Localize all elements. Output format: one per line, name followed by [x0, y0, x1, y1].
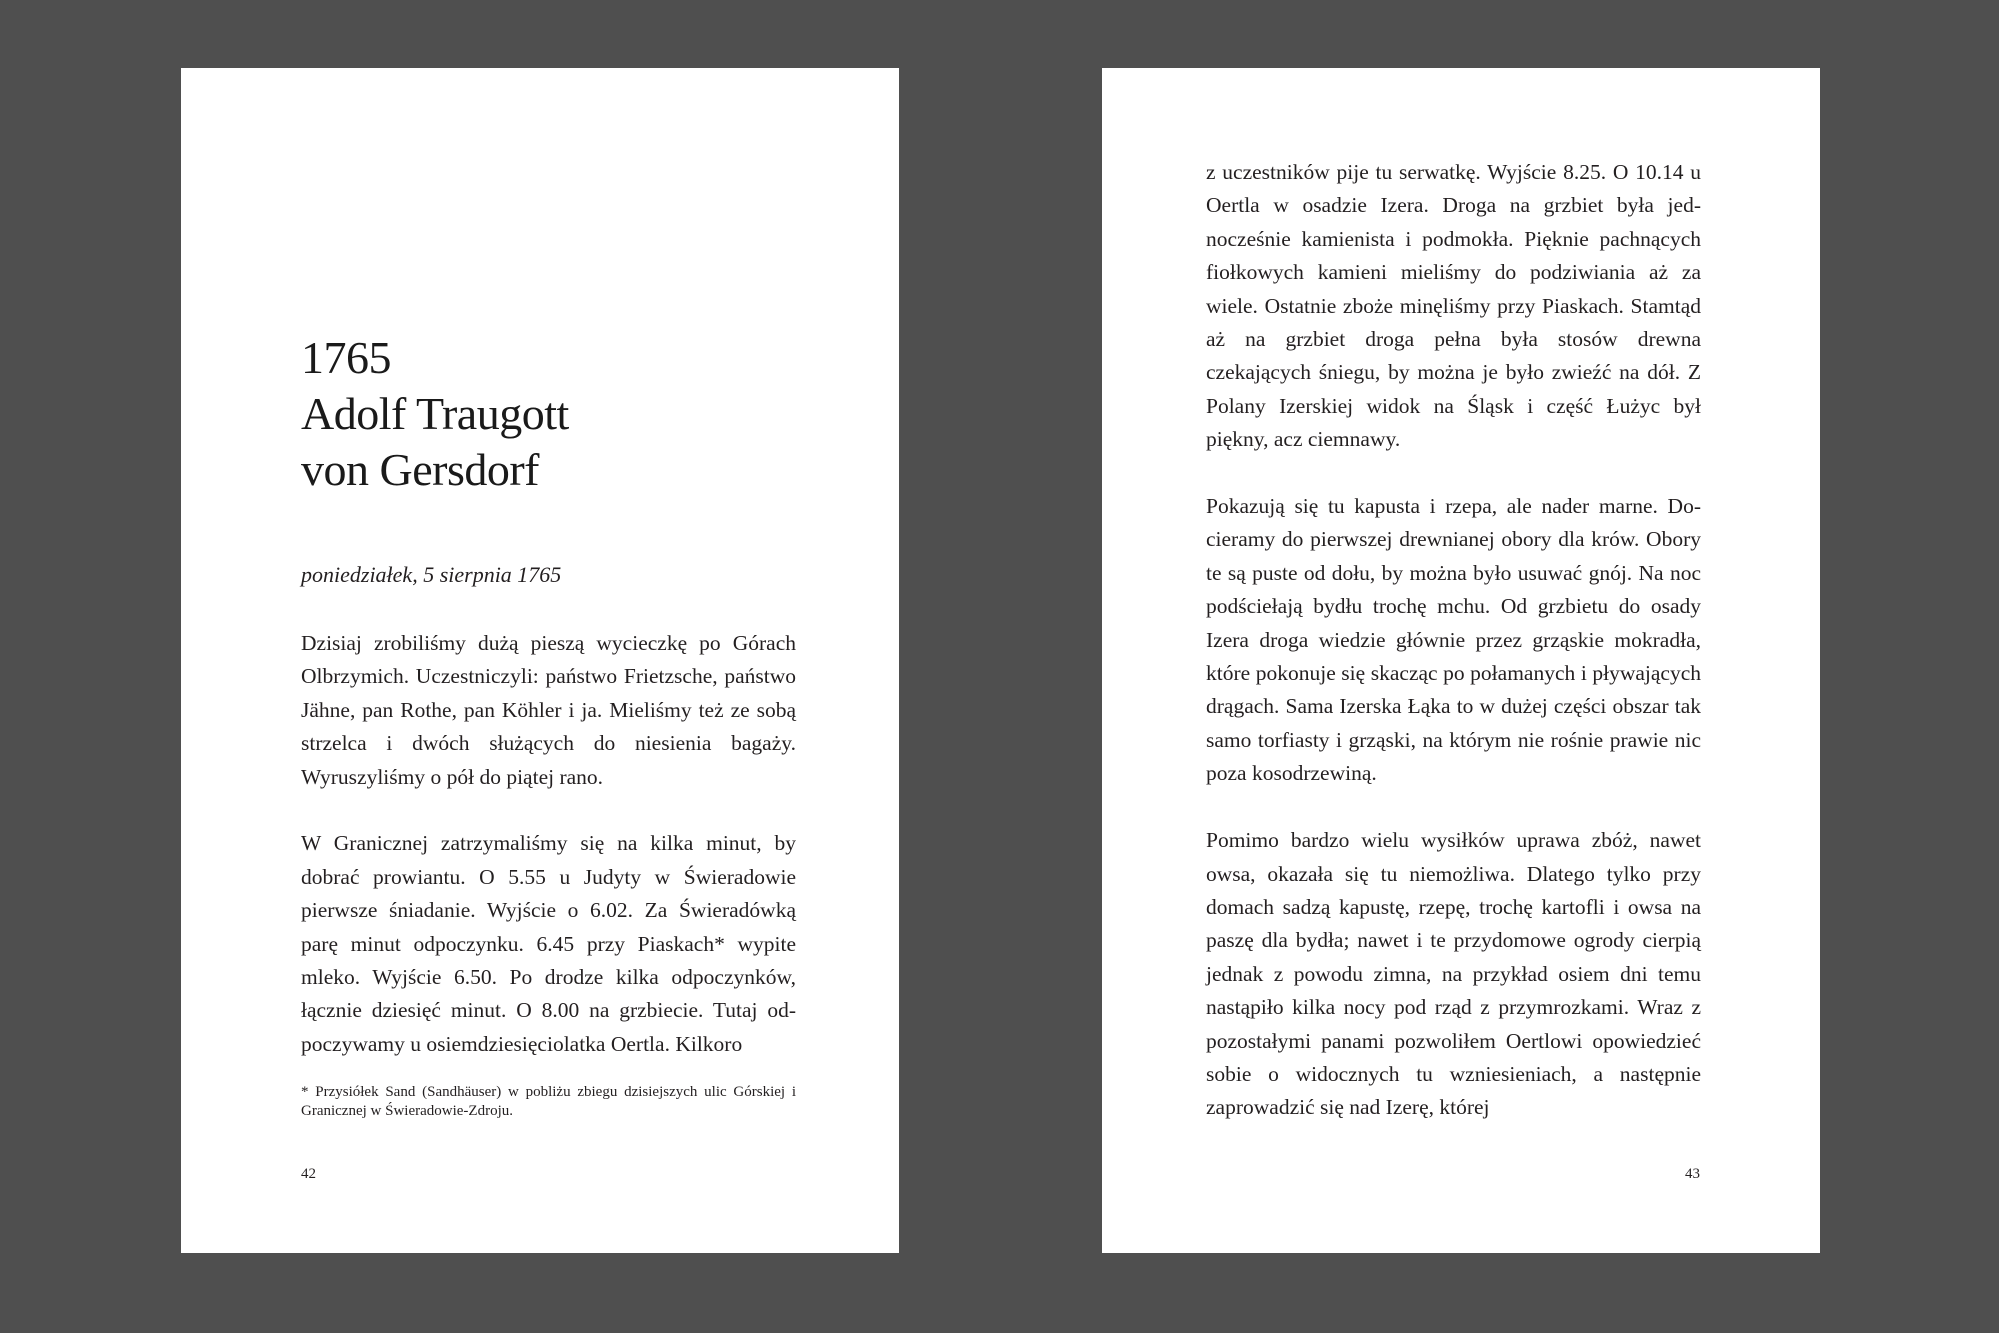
right-page	[1102, 68, 1820, 1253]
diary-date: poniedziałek, 5 sierpnia 1765	[301, 562, 562, 587]
footnote: * Przysiółek Sand (Sandhäuser) w pobliżu zbiegu dzisiejszych ulic Górskiej i Granicznej w Świeradowie-Zdroju.	[301, 1084, 796, 1119]
paragraph: Pokazują się tu kapusta i rzepa, ale nader marne. Docieramy do pierwszej drewnianej obory dla krów. Obory te są puste od dołu, by można było usuwać gnój. Na noc podściełają bydłu trochę mchu. Od grzbietu do osady Izera droga wiedzie głównie przez grząskie mokradła, które pokonuje się skacząc po połamanych i pływających drągach. Sama Izerska Łąka to w dużej części obszar tak samo torfiasty i grząski, na którym nie rośnie prawie nic poza kosodrzewiną.	[1206, 494, 1701, 786]
left-body-text	[301, 627, 796, 1095]
page-number: 42	[301, 1166, 316, 1182]
left-page	[181, 68, 899, 1253]
chapter-year: 1765	[301, 332, 391, 383]
page-number: 43	[1685, 1166, 1700, 1182]
paragraph: Pomimo bardzo wielu wysiłków uprawa zbóż, nawet owsa, okazała się tu niemożliwa. Dlatego tylko przy domach sadzą kapustę, rzepę, trochę kartofli i owsa na paszę dla bydła; nawet i te przydomowe ogrody cierpią jednak z powodu zimna, na przykład osiem dni temu nastąpiło kilka nocy pod rząd z przymrozkami. Wraz z pozostałymi panami pozwoliłem Oertlowi opowiedzieć sobie o widocznych tu wzniesieniach, a następnie zaprowadzić się nad Izerę, której	[1206, 828, 1701, 1120]
chapter-author-line-1: Adolf Traugott	[301, 388, 569, 439]
paragraph: Dzisiaj zrobiliśmy dużą pieszą wycieczkę po Górach Olbrzymich. Uczestniczyli: państwo Frietzsche, państwo Jähne, pan Rothe, pan Köhler i ja. Mieliśmy też ze sobą strzelca i dwóch służących do niesienia bagaży. Wyruszyliśmy o pół do piątej rano.	[301, 631, 796, 789]
paragraph: z uczestników pije tu serwatkę. Wyjście 8.25. O 10.14 u Oertla w osadzie Izera. Droga na grzbiet była jednocześnie kamienista i podmokła. Pięknie pachnących fiołkowych kamieni mieliśmy do podziwiania aż za wiele. Ostatnie zboże minęliśmy przy Piaskach. Stamtąd aż na grzbiet droga pełna była stosów drewna czekających śniegu, by można je było zwieźć na dół. Z Polany Izerskiej widok na Śląsk i część Łużyc był piękny, acz ciemnawy.	[1206, 160, 1701, 452]
paragraph: W Granicznej zatrzymaliśmy się na kilka minut, by dobrać prowiantu. O 5.55 u Judyty w Świeradowie pierwsze śniadanie. Wyjście o 6.02. Za Świeradówką parę minut odpoczynku. 6.45 przy Piaskach* wypite mleko. Wyjście 6.50. Po drodze kilka odpoczynków, łącznie dziesięć minut. O 8.00 na grzbiecie. Tutaj odpoczywamy u osiemdziesięciolatka Oertla. Kilkoro	[301, 831, 796, 1056]
right-body-text	[1206, 156, 1701, 1158]
chapter-author-line-2: von Gersdorf	[301, 444, 539, 495]
chapter-title	[301, 330, 569, 498]
